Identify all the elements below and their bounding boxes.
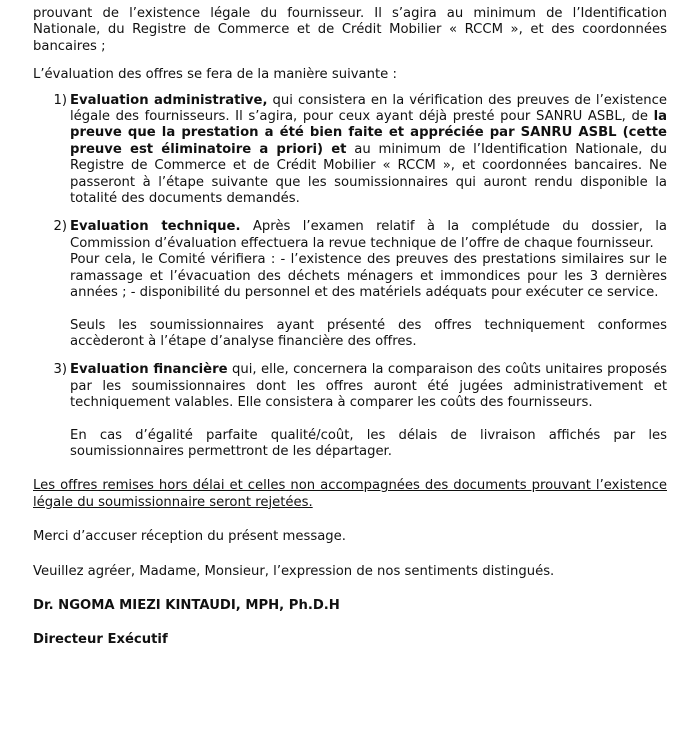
item-body [70,362,667,460]
evaluation-item-technical [33,219,667,350]
rejection-notice: Les offres remises hors délai et celles non accompagnées des documents prouvant l’existence légale du soumissionnaire seront rejetées. [33,478,667,510]
closing-acknowledge: Merci d’accuser réception du présent message. [33,529,346,545]
item-paragraph: Pour cela, le Comité vérifiera : - l’existence des preuves des prestations similaires sur le ramassage et l’évacuation des déchets ménagers et immondices pour les 3 dernières années ; - disponibilité du personnel et des matériels adéquats pour exécuter ce service. [70,252,667,301]
item-text: Après l’examen relatif à la complétude du dossier, la Commission d’évaluation effectuera la revue technique de l’offre de chaque fournisseur. [70,219,668,251]
item-bold-text: la preuve que la prestation a été bien faite et appréciée par SANRU ASBL (cette preuve est éliminatoire a priori) et [70,109,667,157]
item-text: au minimum de l’Identification Nationale, du Registre de Commerce et de Crédit Mobilier « RCCM », et coordonnées bancaires. Ne passeront à l’étape suivante que les soumissionnaires qui auront rendu disponible la totalité des documents demandés. [70,141,667,207]
signatory-title: Directeur Exécutif [33,632,168,648]
item-body [70,219,667,350]
item-paragraph [70,219,667,252]
item-number: 2) [53,219,67,235]
item-paragraph: Seuls les soumissionnaires ayant présenté des offres techniquement conformes accèderont à l’étape d’analyse financière des offres. [70,317,667,349]
item-paragraph [70,93,667,208]
evaluation-lead: L’évaluation des offres se fera de la manière suivante : [33,67,397,83]
item-paragraph: En cas d’égalité parfaite qualité/coût, les délais de livraison affichés par les soumissionnaires permettront de les départager. [70,427,667,459]
closing-salutation: Veuillez agréer, Madame, Monsieur, l’expression de nos sentiments distingués. [33,563,555,579]
item-title: Evaluation financière [70,362,228,378]
item-text: qui consistera en la vérification des preuves de l’existence légale des fournisseurs. Il s’agira, pour ceux ayant déjà presté pour SANRU ASBL, de [70,92,667,125]
item-number: 3) [53,362,67,378]
signatory-name: Dr. NGOMA MIEZI KINTAUDI, MPH, Ph.D.H [33,597,340,613]
item-body [70,93,667,208]
evaluation-item-financial [33,362,667,460]
item-text: qui, elle, concernera la comparaison des coûts unitaires proposés par les soumissionnaires dont les offres auront été jugées administrativement et techniquement valables. Elle consistera à comparer les coûts des fournisseurs. [70,362,667,411]
evaluation-item-administrative [33,93,667,208]
item-title: Evaluation administrative, [70,92,268,108]
item-number: 1) [53,92,67,108]
item-title: Evaluation technique. [70,219,241,235]
intro-paragraph: prouvant de l’existence légale du fournisseur. Il s’agira au minimum de l’Identification Nationale, du Registre de Commerce et de Crédit Mobilier « RCCM », et des coordonnées bancaires ; [33,6,667,54]
item-paragraph [70,362,667,411]
letter-page [33,0,667,649]
